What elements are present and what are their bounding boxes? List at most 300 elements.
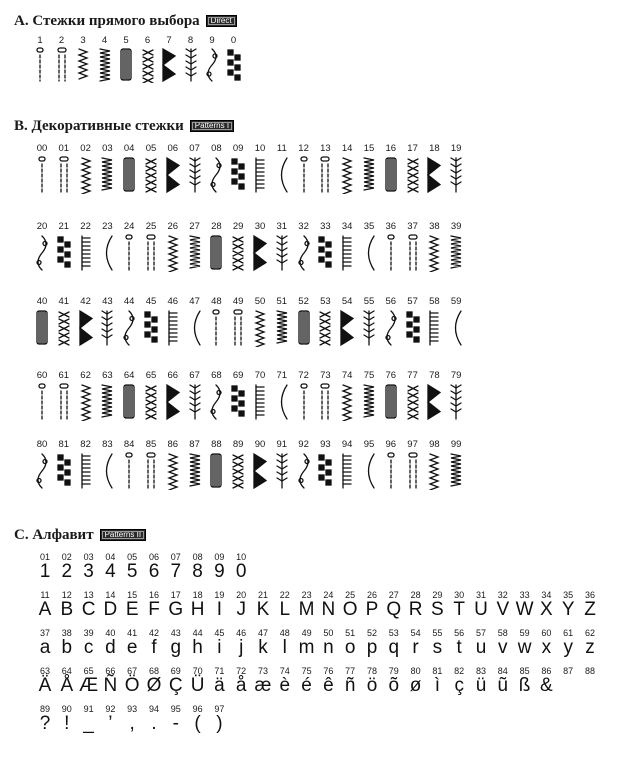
alphabet-number: 39	[83, 628, 94, 638]
decorative-stitch-icon	[337, 383, 357, 421]
alphabet-character: 1	[39, 561, 51, 582]
decorative-stitch-icon	[76, 383, 96, 421]
pattern-number: 33	[320, 221, 331, 232]
alphabet-number: 01	[39, 552, 50, 562]
decorative-stitch-icon	[76, 234, 96, 272]
alphabet-number: 11	[40, 590, 50, 600]
pattern-number: 72	[298, 370, 309, 381]
pattern-number: 27	[189, 221, 200, 232]
alphabet-character: q	[388, 637, 400, 658]
decorative-stitch-icon	[119, 452, 139, 490]
alphabet-character: z	[585, 637, 595, 658]
pattern-number: 42	[80, 296, 91, 307]
decorative-stitch-icon	[228, 383, 248, 421]
pattern-number: 65	[145, 370, 157, 381]
alphabet-number: 42	[148, 628, 159, 638]
alphabet-number: 16	[148, 590, 159, 600]
alphabet-number: 60	[541, 628, 552, 638]
alphabet-character: 0	[235, 561, 247, 582]
alphabet-character: R	[408, 599, 423, 620]
pattern-number: 77	[407, 370, 418, 381]
pattern-number: 10	[254, 143, 266, 154]
alphabet-character: Y	[561, 599, 575, 620]
alphabet-number: 32	[497, 590, 508, 600]
satin-bar-wide-icon	[202, 47, 222, 83]
alphabet-number: 12	[61, 590, 72, 600]
decorative-stitch-icon	[54, 452, 74, 490]
alphabet-number: 78	[366, 666, 377, 676]
decorative-stitch-icon	[54, 309, 74, 347]
decorative-stitch-icon	[294, 383, 314, 421]
pattern-number: 61	[58, 370, 70, 381]
alphabet-number: 69	[170, 666, 181, 676]
alphabet-character: S	[431, 599, 444, 620]
section-c-heading	[14, 526, 146, 544]
pattern-number: 92	[298, 439, 309, 450]
decorative-stitch-icon	[359, 452, 379, 490]
stitch-number: 7	[166, 35, 172, 46]
decorative-stitch-icon	[97, 234, 117, 272]
satin-bar-icon	[181, 47, 201, 83]
pattern-number: 60	[36, 370, 48, 381]
alphabet-number: 62	[584, 628, 595, 638]
decorative-stitch-icon	[228, 452, 248, 490]
decorative-stitch-icon	[337, 309, 357, 347]
alphabet-number: 08	[192, 552, 203, 562]
alphabet-character: p	[366, 637, 378, 658]
decorative-stitch-icon	[141, 309, 161, 347]
decorative-stitch-icon	[337, 452, 357, 490]
alphabet-character: P	[365, 599, 379, 620]
alphabet-character: è	[279, 675, 291, 696]
pattern-number: 50	[254, 296, 266, 307]
patterns-1-badge: Patterns I	[190, 120, 234, 132]
decorative-stitch-icon	[424, 309, 444, 347]
alphabet-number: 53	[388, 628, 399, 638]
alphabet-number: 48	[279, 628, 290, 638]
alphabet-character: &	[540, 675, 553, 696]
alphabet-character: Ö	[124, 675, 140, 696]
stitch-number: 3	[80, 35, 86, 46]
pattern-number: 15	[363, 143, 375, 154]
alphabet-number: 79	[388, 666, 399, 676]
alphabet-character: Ç	[168, 675, 183, 696]
decorative-stitch-icon	[206, 156, 226, 194]
alphabet-character: N	[321, 599, 336, 620]
pattern-number: 21	[58, 221, 70, 232]
stitch-number: 4	[101, 35, 108, 46]
alphabet-number: 52	[366, 628, 377, 638]
alphabet-character: ç	[454, 675, 464, 696]
alphabet-character: g	[170, 637, 182, 658]
alphabet-character: ũ	[497, 675, 509, 696]
alphabet-number: 58	[497, 628, 508, 638]
decorative-stitch-icon	[206, 383, 226, 421]
decorative-stitch-icon	[381, 234, 401, 272]
alphabet-number: 55	[432, 628, 443, 638]
decorative-stitch-icon	[424, 156, 444, 194]
decorative-stitch-icon	[206, 452, 226, 490]
decorative-stitch-icon	[272, 234, 292, 272]
decorative-stitch-icon	[315, 234, 335, 272]
decorative-stitch-icon	[250, 156, 270, 194]
pattern-number: 59	[450, 296, 462, 307]
decorative-stitch-icon	[294, 234, 314, 272]
decorative-stitch-icon	[185, 452, 205, 490]
multi-zigzag-icon	[138, 47, 158, 83]
decorative-stitch-icon	[424, 234, 444, 272]
alphabet-number: 17	[170, 590, 181, 600]
decorative-stitch-icon	[381, 309, 401, 347]
alphabet-number: 25	[345, 590, 356, 600]
decorative-stitch-icon	[54, 383, 74, 421]
alphabet-character: (	[194, 713, 201, 734]
pattern-number: 32	[298, 221, 309, 232]
alphabet-number: 92	[105, 704, 116, 714]
alphabet-character: w	[517, 637, 532, 658]
alphabet-character: Ñ	[103, 675, 118, 696]
decorative-stitch-icon	[32, 309, 52, 347]
alphabet-number: 56	[454, 628, 465, 638]
alphabet-character: ö	[366, 675, 378, 696]
pattern-number: 22	[80, 221, 91, 232]
alphabet-number: 96	[192, 704, 203, 714]
alphabet-number: 65	[83, 666, 94, 676]
alphabet-number: 93	[127, 704, 138, 714]
pattern-number: 25	[145, 221, 157, 232]
pattern-number: 12	[298, 143, 309, 154]
alphabet-number: 73	[257, 666, 268, 676]
alphabet-number: 31	[475, 590, 486, 600]
pattern-number: 67	[189, 370, 200, 381]
decorative-stitch-icon	[315, 309, 335, 347]
decorative-stitch-icon	[76, 309, 96, 347]
alphabet-number: 51	[345, 628, 356, 638]
pattern-number: 00	[36, 143, 48, 154]
alphabet-character: l	[282, 637, 287, 658]
pattern-number: 41	[58, 296, 70, 307]
alphabet-character: W	[515, 599, 534, 620]
alphabet-number: 87	[563, 666, 574, 676]
alphabet-number: 21	[257, 590, 268, 600]
pattern-number: 23	[102, 221, 113, 232]
pattern-number: 11	[276, 143, 287, 154]
alphabet-number: 83	[475, 666, 486, 676]
pattern-number: 93	[320, 439, 331, 450]
alphabet-character: .	[151, 713, 157, 734]
decorative-stitch-icon	[206, 309, 226, 347]
pattern-number: 08	[211, 143, 222, 154]
decorative-stitch-icon	[250, 383, 270, 421]
alphabet-character: c	[83, 637, 94, 658]
decorative-stitch-icon	[250, 452, 270, 490]
alphabet-character: r	[412, 637, 419, 658]
decorative-stitch-icon	[446, 309, 466, 347]
alphabet-number: 81	[432, 666, 443, 676]
alphabet-character: ß	[518, 675, 531, 696]
patterns-2-badge: Patterns II	[100, 529, 146, 541]
alphabet-character: e	[126, 637, 138, 658]
alphabet-number: 90	[61, 704, 72, 714]
pattern-number: 94	[341, 439, 353, 450]
alphabet-number: 47	[257, 628, 268, 638]
decorative-stitch-icon	[228, 234, 248, 272]
alphabet-character: ü	[475, 675, 487, 696]
decorative-stitch-icon	[163, 383, 183, 421]
alphabet-number: 61	[563, 628, 574, 638]
alphabet-character: æ	[254, 675, 272, 696]
decorative-stitch-icon	[32, 156, 52, 194]
pattern-number: 01	[58, 143, 70, 154]
decorative-stitch-icon	[32, 452, 52, 490]
alphabet-number: 57	[475, 628, 486, 638]
pattern-number: 04	[123, 143, 135, 154]
pattern-number: 20	[36, 221, 48, 232]
decorative-stitch-icon	[76, 452, 96, 490]
alphabet-number: 44	[192, 628, 203, 638]
pattern-number: 76	[385, 370, 397, 381]
pattern-number: 53	[320, 296, 331, 307]
alphabet-number: 77	[345, 666, 356, 676]
decorative-stitch-icon	[119, 383, 139, 421]
alphabet-number: 18	[192, 590, 203, 600]
pattern-number: 49	[232, 296, 244, 307]
alphabet-character: n	[323, 637, 334, 658]
pattern-number: 86	[167, 439, 179, 450]
alphabet-number: 85	[519, 666, 530, 676]
decorative-stitch-icon	[446, 383, 466, 421]
alphabet-number: 59	[519, 628, 530, 638]
decorative-stitch-icon	[272, 452, 292, 490]
alphabet-character: I	[216, 599, 223, 620]
decorative-stitch-icon	[359, 234, 379, 272]
alphabet-character: O	[342, 599, 358, 620]
decorative-stitch-icon	[337, 156, 357, 194]
alphabet-character: F	[148, 599, 160, 620]
decorative-stitch-icon	[185, 309, 205, 347]
decorative-stitch-icon	[76, 156, 96, 194]
pattern-number: 13	[320, 143, 331, 154]
alphabet-number: 41	[127, 628, 138, 638]
alphabet-number: 03	[83, 552, 94, 562]
alphabet-character: Z	[584, 599, 596, 620]
decorative-stitch-icon	[403, 234, 423, 272]
alphabet-character: G	[168, 599, 184, 620]
pattern-number: 45	[145, 296, 157, 307]
alphabet-character: 5	[126, 561, 138, 582]
alphabet-character: é	[301, 675, 312, 696]
alphabet-character: õ	[388, 675, 400, 696]
decorative-stitch-icon	[141, 156, 161, 194]
alphabet-number: 10	[236, 552, 247, 562]
alphabet-character: s	[432, 637, 443, 658]
alphabet-character: -	[172, 713, 179, 734]
alphabet-number: 76	[323, 666, 334, 676]
decorative-stitch-icon	[294, 156, 314, 194]
stitch-number: 2	[58, 35, 65, 46]
alphabet-character: Q	[386, 599, 402, 620]
alphabet-number: 80	[410, 666, 421, 676]
alphabet-character: ê	[323, 675, 334, 696]
alphabet-number: 75	[301, 666, 312, 676]
alphabet-number: 20	[236, 590, 247, 600]
alphabet-character: H	[190, 599, 205, 620]
alphabet-character: k	[258, 637, 268, 658]
alphabet-number: 82	[454, 666, 465, 676]
alphabet-character: u	[475, 637, 487, 658]
alphabet-number: 28	[410, 590, 421, 600]
alphabet-character: ,	[129, 713, 135, 734]
pattern-number: 98	[429, 439, 440, 450]
alphabet-character: Ü	[190, 675, 205, 696]
decorative-stitch-icon	[119, 156, 139, 194]
pattern-number: 62	[80, 370, 91, 381]
pattern-number: 70	[254, 370, 266, 381]
alphabet-character: J	[236, 599, 246, 620]
alphabet-character: ì	[434, 675, 441, 696]
pattern-number: 48	[211, 296, 222, 307]
alphabet-character: _	[83, 713, 94, 734]
alphabet-character: C	[81, 599, 96, 620]
alphabet-number: 37	[39, 628, 50, 638]
pattern-number: 29	[232, 221, 244, 232]
alphabet-number: 86	[541, 666, 552, 676]
alphabet-character: x	[541, 637, 552, 658]
decorative-stitch-icon	[446, 156, 466, 194]
alphabet-number: 45	[214, 628, 225, 638]
alphabet-character: ñ	[344, 675, 356, 696]
pattern-number: 51	[276, 296, 288, 307]
pattern-number: 52	[298, 296, 309, 307]
decorative-stitch-icon	[294, 452, 314, 490]
alphabet-number: 49	[301, 628, 312, 638]
pattern-number: 71	[276, 370, 288, 381]
alphabet-number: 07	[170, 552, 181, 562]
decorative-stitch-icon	[54, 156, 74, 194]
pattern-number: 46	[167, 296, 179, 307]
pattern-number: 14	[341, 143, 353, 154]
zigzag-icon	[116, 47, 136, 83]
alphabet-character: B	[60, 599, 74, 620]
pattern-number: 90	[254, 439, 266, 450]
stitch-number: 5	[123, 35, 129, 46]
pattern-number: 87	[189, 439, 200, 450]
pattern-number: 26	[167, 221, 179, 232]
alphabet-number: 91	[83, 704, 94, 714]
pattern-number: 79	[450, 370, 462, 381]
decorative-stitch-icon	[403, 156, 423, 194]
pattern-number: 47	[189, 296, 200, 307]
stitch-number: 8	[187, 35, 194, 46]
alphabet-number: 74	[279, 666, 290, 676]
alphabet-character: E	[125, 599, 139, 620]
alphabet-character: t	[456, 637, 462, 658]
alphabet-number: 70	[192, 666, 203, 676]
alphabet-number: 23	[301, 590, 312, 600]
alphabet-character: v	[498, 637, 508, 658]
pattern-number: 09	[232, 143, 244, 154]
pattern-number: 82	[80, 439, 91, 450]
alphabet-character: A	[38, 599, 52, 620]
decorative-stitch-icon	[32, 234, 52, 272]
decorative-stitch-icon	[163, 309, 183, 347]
alphabet-number: 19	[214, 590, 225, 600]
alphabet-number: 94	[148, 704, 159, 714]
alphabet-number: 33	[519, 590, 530, 600]
decorative-stitch-icon	[119, 234, 139, 272]
pattern-number: 40	[36, 296, 48, 307]
alphabet-character: å	[235, 675, 247, 696]
alphabet-number: 06	[148, 552, 159, 562]
pattern-number: 91	[276, 439, 288, 450]
alphabet-character: ’	[108, 713, 113, 734]
alphabet-number: 95	[170, 704, 181, 714]
decorative-stitch-icon	[272, 309, 292, 347]
pattern-number: 69	[232, 370, 244, 381]
alphabet-number: 13	[83, 590, 94, 600]
alphabet-number: 36	[584, 590, 595, 600]
alphabet-number: 24	[323, 590, 334, 600]
alphabet-character: T	[453, 599, 465, 620]
decorative-stitch-icon	[403, 452, 423, 490]
pattern-number: 37	[407, 221, 418, 232]
pattern-number: 88	[211, 439, 222, 450]
alphabet-character: V	[496, 599, 510, 620]
alphabet-character: !	[64, 713, 70, 734]
decorative-stitch-icon	[272, 383, 292, 421]
pattern-number: 57	[407, 296, 418, 307]
alphabet-number: 63	[39, 666, 50, 676]
decorative-stitch-icon	[250, 234, 270, 272]
decorative-stitch-icon	[206, 234, 226, 272]
pattern-number: 05	[145, 143, 157, 154]
decorative-stitch-icon	[381, 452, 401, 490]
decorative-stitch-icon	[250, 309, 270, 347]
pattern-number: 54	[341, 296, 353, 307]
buttonhole-icon	[224, 47, 244, 83]
decorative-stitch-icon	[185, 156, 205, 194]
alphabet-number: 40	[105, 628, 116, 638]
alphabet-character: )	[216, 713, 223, 734]
alphabet-number: 04	[105, 552, 116, 562]
alphabet-number: 89	[39, 704, 50, 714]
pattern-number: 73	[320, 370, 331, 381]
alphabet-character: 7	[170, 561, 182, 582]
alphabet-number: 54	[410, 628, 421, 638]
alphabet-character: m	[298, 637, 315, 658]
pattern-number: 85	[145, 439, 157, 450]
alphabet-number: 84	[497, 666, 508, 676]
decorative-stitch-icon	[141, 452, 161, 490]
alphabet-number: 22	[279, 590, 290, 600]
decorative-stitch-icon	[228, 156, 248, 194]
alphabet-character: i	[217, 637, 222, 658]
alphabet-number: 14	[105, 590, 116, 600]
alphabet-character: X	[540, 599, 553, 620]
alphabet-character: U	[474, 599, 488, 620]
decorative-stitch-icon	[359, 383, 379, 421]
alphabet-number: 29	[432, 590, 443, 600]
alphabet-character: j	[239, 637, 244, 658]
pattern-number: 03	[102, 143, 113, 154]
decorative-stitch-icon	[185, 383, 205, 421]
pattern-number: 66	[167, 370, 179, 381]
decorative-stitch-icon	[97, 156, 117, 194]
pattern-number: 39	[450, 221, 462, 232]
alphabet-character: ø	[409, 675, 422, 696]
straight-center-icon	[30, 47, 50, 83]
alphabet-character: o	[344, 637, 356, 658]
